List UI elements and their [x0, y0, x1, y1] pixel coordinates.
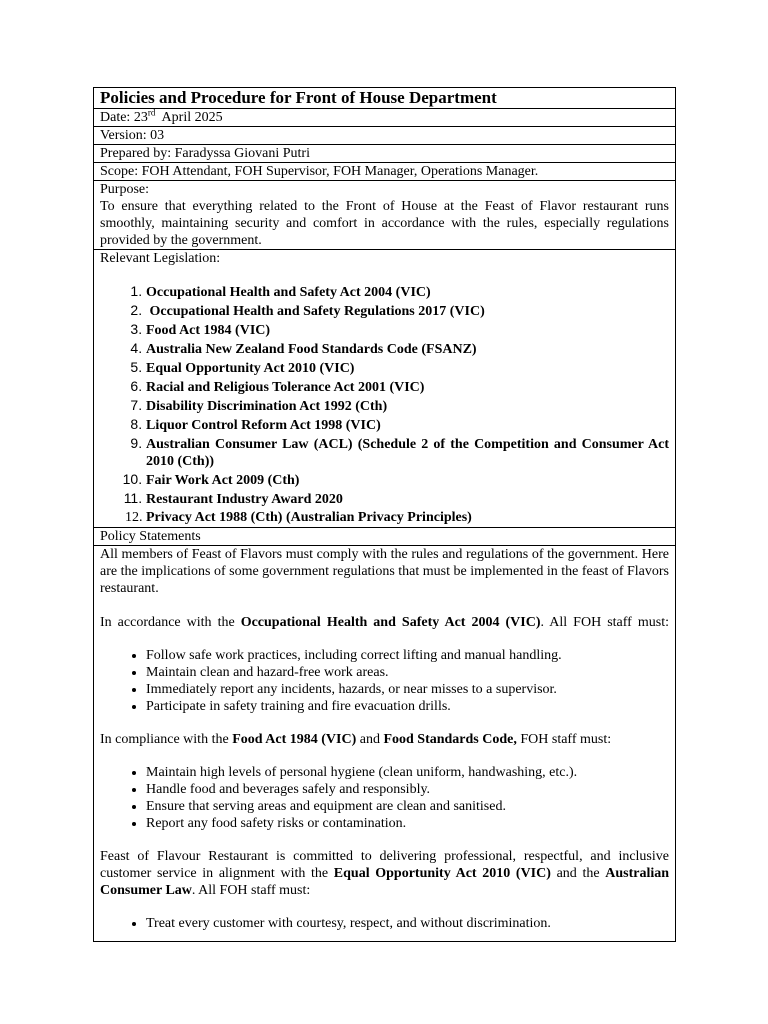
- purpose-row: [94, 181, 676, 250]
- policy-heading-row: [94, 528, 676, 546]
- document-title: Policies and Procedure for Front of House Department: [94, 88, 676, 109]
- bullet-item: • Handle food and beverages safely and responsibly.: [146, 781, 669, 798]
- bullet-item: • Treat every customer with courtesy, respect, and without discrimination.: [146, 915, 669, 932]
- legislation-item: 10. Fair Work Act 2009 (Cth): [146, 471, 669, 489]
- food-standards: Food Standards Code,: [383, 732, 517, 747]
- ohs-bullets: [100, 647, 669, 715]
- bullet-item: • Participate in safety training and fire evacuation drills.: [146, 698, 669, 715]
- service-mid: and the: [550, 866, 606, 881]
- bullet-item: • Follow safe work practices, including correct lifting and manual handling.: [146, 647, 669, 664]
- legislation-item: 5. Equal Opportunity Act 2010 (VIC): [146, 359, 669, 377]
- date-suffix: rd: [147, 107, 156, 118]
- date-prefix: Date: 23: [100, 110, 148, 125]
- date-rest: April 2025: [155, 110, 223, 125]
- title-row: [94, 88, 676, 109]
- ohs-act: Occupational Health and Safety Act 2004 (VIC): [240, 615, 541, 630]
- scope-row: [94, 163, 676, 181]
- purpose-heading: Purpose:: [100, 182, 149, 197]
- version-cell: Version: 03: [94, 127, 676, 145]
- date-row: [94, 109, 676, 127]
- legislation-row: [94, 250, 676, 528]
- food-tail: FOH staff must:: [516, 732, 612, 747]
- version-row: [94, 127, 676, 145]
- scope-cell: Scope: FOH Attendant, FOH Supervisor, FOH Manager, Operations Manager.: [94, 163, 676, 181]
- bullet-item: • Ensure that serving areas and equipment are clean and sanitised.: [146, 798, 669, 815]
- legislation-item: 9. Australian Consumer Law (ACL) (Schedule 2 of the Competition and Consumer Act 2010 (Cth)): [146, 435, 669, 470]
- service-tail: . All FOH staff must:: [191, 883, 311, 898]
- spacer: [100, 597, 669, 614]
- legislation-heading: Relevant Legislation:: [100, 251, 221, 266]
- service-acl: Australian Consumer Law: [100, 866, 670, 898]
- ohs-paragraph: [100, 614, 669, 631]
- prepared-by-cell: Prepared by: Faradyssa Giovani Putri: [94, 145, 676, 163]
- food-bullets: [100, 764, 669, 832]
- food-paragraph: [100, 731, 669, 748]
- legislation-item: 1. Occupational Health and Safety Act 2004 (VIC): [146, 283, 669, 301]
- ohs-tail: . All FOH staff must:: [540, 615, 669, 630]
- policy-table: [93, 87, 676, 942]
- food-lead: In compliance with the: [100, 732, 233, 747]
- bullet-item: • Maintain high levels of personal hygiene (clean uniform, handwashing, etc.).: [146, 764, 669, 781]
- legislation-item: 3. Food Act 1984 (VIC): [146, 321, 669, 339]
- ohs-lead: In accordance with the: [100, 615, 241, 630]
- legislation-item: 7. Disability Discrimination Act 1992 (Cth): [146, 397, 669, 415]
- purpose-cell: [94, 181, 676, 250]
- legislation-item: 4. Australia New Zealand Food Standards Code (FSANZ): [146, 340, 669, 358]
- service-lead: Feast of Flavour Restaurant is committed to delivering professional, respectful, and inclusive customer service in alignment with the: [100, 849, 669, 881]
- bullet-item: • Report any food safety risks or contamination.: [146, 815, 669, 832]
- date-cell: [94, 109, 676, 127]
- bullet-item: • Maintain clean and hazard-free work areas.: [146, 664, 669, 681]
- service-bullets: [100, 915, 669, 932]
- legislation-cell: [94, 250, 676, 528]
- service-paragraph: [100, 848, 669, 899]
- policy-body-row: [94, 546, 676, 942]
- prepared-row: [94, 145, 676, 163]
- policy-intro: All members of Feast of Flavors must comply with the rules and regulations of the government. Here are the implications of some government regulations that must be implemented in the feast of Flavors restaurant.: [100, 547, 669, 596]
- legislation-item: 12. Privacy Act 1988 (Cth) (Australian Privacy Principles): [146, 509, 669, 526]
- bullet-item: • Immediately report any incidents, hazards, or near misses to a supervisor.: [146, 681, 669, 698]
- food-act: Food Act 1984 (VIC): [232, 732, 357, 747]
- policy-heading: Policy Statements: [94, 528, 676, 546]
- legislation-list: [100, 283, 669, 526]
- legislation-item: 8. Liquor Control Reform Act 1998 (VIC): [146, 416, 669, 434]
- legislation-item: 11. Restaurant Industry Award 2020: [146, 490, 669, 508]
- purpose-text: To ensure that everything related to the Front of House at the Feast of Flavor restaurant runs smoothly, maintaining security and comfort in accordance with the rules, especially regulations provided by the government.: [100, 199, 669, 248]
- service-act: Equal Opportunity Act 2010 (VIC): [333, 866, 551, 881]
- legislation-item: 6. Racial and Religious Tolerance Act 2001 (VIC): [146, 378, 669, 396]
- policy-body: [94, 546, 676, 942]
- food-mid: and: [356, 732, 384, 747]
- legislation-item: 2. Occupational Health and Safety Regulations 2017 (VIC): [146, 302, 669, 320]
